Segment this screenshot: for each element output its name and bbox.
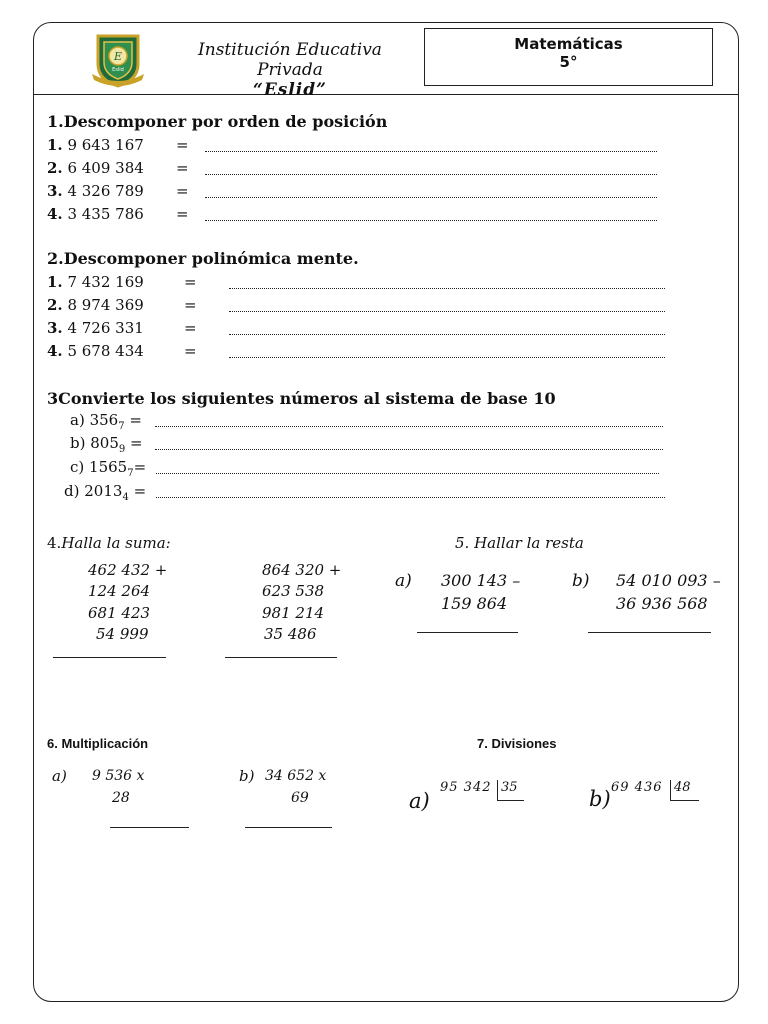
s2-value: 4 726 331 bbox=[67, 319, 144, 337]
section7-title: 7. Divisiones bbox=[477, 736, 557, 751]
s2-eq: = bbox=[184, 273, 197, 291]
s2-eq: = bbox=[184, 296, 197, 314]
s1-eq: = bbox=[176, 136, 189, 154]
resta-b-line1: 54 010 093 – bbox=[616, 571, 721, 590]
s3-number: 1565 bbox=[89, 458, 128, 476]
mult-b-line2: 69 bbox=[291, 790, 309, 806]
s1-value: 9 643 167 bbox=[67, 136, 144, 154]
sum-a-line4: 54 999 bbox=[96, 625, 149, 643]
s2-num: 3. bbox=[47, 319, 63, 337]
resta-b-label: b) bbox=[572, 571, 590, 591]
section4-title bbox=[47, 534, 171, 552]
mult-a-label: a) bbox=[52, 767, 67, 785]
answer-line[interactable] bbox=[155, 412, 663, 427]
s1-row-4 bbox=[47, 205, 144, 223]
subject-title: Matemáticas bbox=[514, 35, 623, 53]
resta-a-line2: 159 864 bbox=[441, 594, 508, 613]
s3-label: b) bbox=[70, 434, 86, 452]
sum-b-line2: 623 538 bbox=[262, 582, 325, 600]
answer-line[interactable] bbox=[229, 320, 665, 335]
answer-line[interactable] bbox=[155, 435, 663, 450]
sum-a-answer-line[interactable] bbox=[53, 657, 166, 658]
s2-num: 4. bbox=[47, 342, 63, 360]
mult-a-line1: 9 536 x bbox=[92, 768, 145, 784]
answer-line[interactable] bbox=[205, 183, 657, 198]
s3-number: 805 bbox=[90, 434, 119, 452]
s3-base: 7 bbox=[127, 468, 134, 479]
div-b-dividend: 69 436 bbox=[611, 780, 663, 795]
s1-value: 6 409 384 bbox=[67, 159, 144, 177]
mult-b-label: b) bbox=[239, 767, 255, 785]
section4-num: 4. bbox=[47, 534, 62, 552]
s3-row-b bbox=[70, 434, 143, 455]
s1-row-1 bbox=[47, 136, 144, 154]
answer-line[interactable] bbox=[205, 137, 657, 152]
s1-num: 1. bbox=[47, 136, 63, 154]
s2-eq: = bbox=[184, 319, 197, 337]
s3-base: 7 bbox=[118, 421, 125, 432]
s3-eq: = bbox=[133, 482, 147, 500]
institution-line1: Institución Educativa Privada bbox=[198, 40, 382, 80]
div-a-label: a) bbox=[409, 789, 430, 813]
section5-title: 5. Hallar la resta bbox=[455, 534, 584, 552]
s3-number: 2013 bbox=[84, 482, 123, 500]
sum-b-answer-line[interactable] bbox=[225, 657, 337, 658]
div-a-divisor: 35 bbox=[501, 780, 518, 795]
mult-a-line2: 28 bbox=[112, 790, 130, 806]
s1-value: 4 326 789 bbox=[67, 182, 144, 200]
div-b-divisor: 48 bbox=[674, 780, 691, 795]
institution-line2: “Eslid” bbox=[253, 80, 327, 100]
grade-label: 5° bbox=[559, 53, 578, 71]
institution-name bbox=[170, 40, 410, 100]
s1-num: 3. bbox=[47, 182, 63, 200]
s3-base: 4 bbox=[122, 492, 129, 503]
section3-title: 3Convierte los siguientes números al sistema de base 10 bbox=[47, 389, 556, 408]
s2-row-3 bbox=[47, 319, 144, 337]
sum-b-line3: 981 214 bbox=[262, 604, 325, 622]
s3-row-c bbox=[70, 458, 146, 479]
section6-title: 6. Multiplicación bbox=[47, 736, 149, 751]
resta-a-answer-line[interactable] bbox=[417, 632, 518, 633]
answer-line[interactable] bbox=[229, 274, 665, 289]
s3-label: c) bbox=[70, 458, 85, 476]
subject-box bbox=[424, 28, 713, 86]
div-b-label: b) bbox=[589, 787, 611, 811]
answer-line[interactable] bbox=[205, 160, 657, 175]
s2-num: 1. bbox=[47, 273, 63, 291]
answer-line[interactable] bbox=[229, 297, 665, 312]
resta-a-label: a) bbox=[395, 571, 412, 591]
s1-num: 2. bbox=[47, 159, 63, 177]
resta-a-line1: 300 143 – bbox=[441, 571, 521, 590]
s2-value: 8 974 369 bbox=[67, 296, 144, 314]
s1-eq: = bbox=[176, 159, 189, 177]
s3-label: d) bbox=[64, 482, 80, 500]
sum-a-line1: 462 432 + bbox=[88, 561, 168, 579]
sum-b-line1: 864 320 + bbox=[262, 561, 342, 579]
s3-eq: = bbox=[129, 411, 142, 429]
svg-text:E: E bbox=[113, 50, 123, 63]
s1-eq: = bbox=[176, 205, 189, 223]
s2-num: 2. bbox=[47, 296, 63, 314]
mult-b-answer-line[interactable] bbox=[245, 827, 332, 828]
s2-row-1 bbox=[47, 273, 144, 291]
s3-row-d bbox=[64, 482, 146, 503]
school-logo-icon bbox=[90, 30, 146, 88]
s1-num: 4. bbox=[47, 205, 63, 223]
answer-line[interactable] bbox=[156, 483, 665, 498]
s2-value: 7 432 169 bbox=[67, 273, 144, 291]
s1-row-2 bbox=[47, 159, 144, 177]
answer-line[interactable] bbox=[229, 343, 665, 358]
s1-row-3 bbox=[47, 182, 144, 200]
mult-a-answer-line[interactable] bbox=[110, 827, 189, 828]
section1-title: 1.Descomponer por orden de posición bbox=[47, 112, 388, 131]
s3-eq: = bbox=[130, 434, 143, 452]
div-a-dividend: 95 342 bbox=[440, 780, 492, 795]
s1-eq: = bbox=[176, 182, 189, 200]
s1-value: 3 435 786 bbox=[67, 205, 144, 223]
s3-label: a) bbox=[70, 411, 85, 429]
resta-b-answer-line[interactable] bbox=[588, 632, 711, 633]
s3-base: 9 bbox=[118, 444, 126, 455]
sum-b-line4: 35 486 bbox=[264, 625, 317, 643]
s2-row-2 bbox=[47, 296, 144, 314]
section2-title: 2.Descomponer polinómica mente. bbox=[47, 249, 359, 268]
resta-b-line2: 36 936 568 bbox=[616, 594, 708, 613]
answer-line[interactable] bbox=[156, 459, 659, 474]
s3-number: 356 bbox=[89, 411, 119, 429]
svg-text:Eslid: Eslid bbox=[112, 67, 124, 73]
mult-b-line1: 34 652 x bbox=[265, 768, 327, 784]
s2-row-4 bbox=[47, 342, 144, 360]
s3-row-a bbox=[70, 411, 142, 432]
sum-a-line2: 124 264 bbox=[88, 582, 151, 600]
section4-title-text: Halla la suma: bbox=[61, 534, 171, 552]
s2-eq: = bbox=[184, 342, 197, 360]
s3-eq: = bbox=[133, 458, 147, 476]
sum-a-line3: 681 423 bbox=[88, 604, 151, 622]
s2-value: 5 678 434 bbox=[67, 342, 144, 360]
answer-line[interactable] bbox=[205, 206, 657, 221]
